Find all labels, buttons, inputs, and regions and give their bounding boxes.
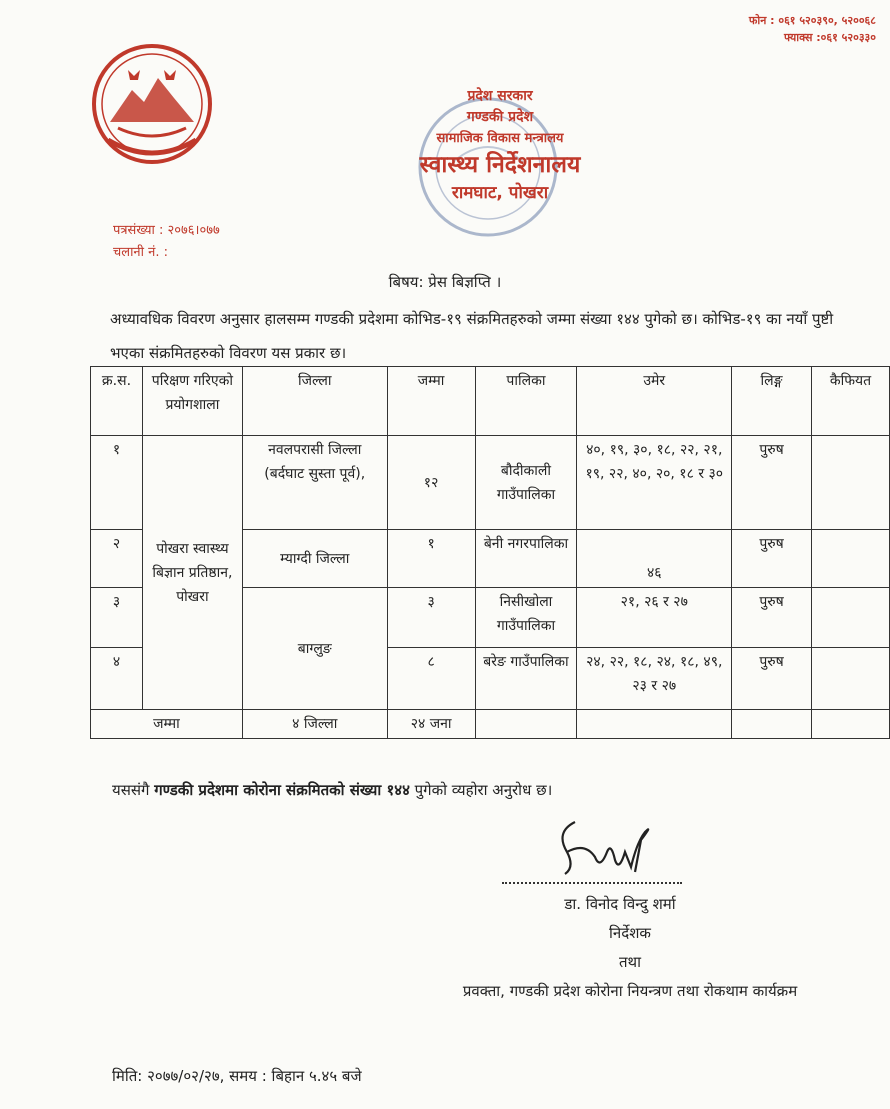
cell-total: ८ — [387, 648, 475, 710]
letterhead — [360, 86, 640, 205]
intro-paragraph: अध्यावधिक विवरण अनुसार हालसम्म गण्डकी प्रदेशमा कोभिड-१९ संक्रमितहरुको जम्मा संख्या १४४ पुगेको छ। कोभिड-१९ का नयाँ पुष्टी भएका संक्रमितहरुको विवरण यस प्रकार छ। — [110, 310, 834, 362]
cell-sn: १ — [91, 436, 143, 530]
signatory-name: डा. विनोद विन्दु शर्मा — [564, 895, 676, 913]
cell-palika: निसीखोला गाउँपालिका — [475, 588, 577, 648]
closing-highlight: गण्डकी प्रदेशमा कोरोना संक्रमितको संख्या १४४ — [154, 781, 410, 799]
letterhead-directorate: स्वास्थ्य निर्देशनालय — [419, 152, 581, 178]
header-district: जिल्ला — [242, 367, 387, 436]
table-header-row — [91, 367, 890, 436]
cell-palika: बरेङ गाउँपालिका — [475, 648, 577, 710]
nepal-emblem-icon — [88, 40, 216, 168]
date-time: मिति: २०७७/०२/२७, समय : बिहान ५.४५ बजे — [112, 1067, 362, 1085]
table-footer-row — [91, 710, 890, 739]
footer-districts: ४ जिल्ला — [242, 710, 387, 739]
footer-total: २४ जना — [387, 710, 475, 739]
signatory-role: प्रवक्ता, गण्डकी प्रदेश कोरोना नियन्त्रण तथा रोकथाम कार्यक्रम — [462, 982, 798, 1000]
cell-remarks — [811, 436, 889, 530]
letterhead-province: गण्डकी प्रदेश — [466, 109, 534, 125]
letterhead-ministry: सामाजिक विकास मन्त्रालय — [436, 131, 564, 146]
cell-remarks — [811, 588, 889, 648]
fax-number: फ्याक्स :०६१ ५२०३३० — [783, 31, 876, 44]
cases-table — [90, 366, 890, 739]
header-palika: पालिका — [475, 367, 577, 436]
letter-number: पत्रसंख्या : २०७६।०७७ — [113, 223, 220, 238]
signatory-title: निर्देशक — [609, 924, 651, 942]
header-lab: परिक्षण गरिएको प्रयोगशाला — [142, 367, 242, 436]
signature-line — [502, 882, 682, 884]
signatory-and: तथा — [618, 953, 642, 971]
footer-label: जम्मा — [91, 710, 243, 739]
cell-sn: ४ — [91, 648, 143, 710]
cell-total: १२ — [387, 436, 475, 530]
closing-sentence: यससंगै गण्डकी प्रदेशमा कोरोना संक्रमितको संख्या १४४ पुगेको व्यहोरा अनुरोध छ। — [112, 781, 553, 799]
dispatch-number: चलानी नं. : — [113, 245, 169, 260]
cell-total: १ — [387, 530, 475, 588]
cell-age: २४, २२, १८, २४, १८, ४९, २३ र २७ — [577, 648, 732, 710]
header-remarks: कैफियत — [811, 367, 889, 436]
cell-district: बाग्लुङ — [242, 588, 387, 710]
cell-district: म्याग्दी जिल्ला — [242, 530, 387, 588]
cell-sn: ३ — [91, 588, 143, 648]
cell-remarks — [811, 530, 889, 588]
cell-gender: पुरुष — [732, 588, 812, 648]
phone-number: फोन : ०६१ ५२०३९०, ५२००६८ — [748, 14, 876, 27]
letterhead-address: रामघाट, पोखरा — [451, 183, 549, 203]
subject-line: बिषय: प्रेस बिज्ञप्ति । — [388, 273, 502, 291]
cell-gender: पुरुष — [732, 530, 812, 588]
letterhead-government: प्रदेश सरकार — [467, 88, 533, 104]
signature-icon — [545, 812, 665, 882]
signatory-block — [380, 890, 880, 1006]
cell-gender: पुरुष — [732, 648, 812, 710]
header-age: उमेर — [577, 367, 732, 436]
header-sn: क्र.स. — [91, 367, 143, 436]
table-row — [91, 436, 890, 530]
cell-palika: बौदीकाली गाउँपालिका — [475, 436, 577, 530]
header-gender: लिङ्ग — [732, 367, 812, 436]
cell-age: ४६ — [577, 530, 732, 588]
contact-block — [749, 12, 876, 46]
cell-gender: पुरुष — [732, 436, 812, 530]
header-total: जम्मा — [387, 367, 475, 436]
reference-block — [113, 220, 220, 264]
cell-lab: पोखरा स्वास्थ्य बिज्ञान प्रतिष्ठान, पोखरा — [142, 436, 242, 710]
cell-age: ४०, १९, ३०, १८, २२, २१, १९, २२, ४०, २०, १८ र ३० — [577, 436, 732, 530]
cell-total: ३ — [387, 588, 475, 648]
cell-sn: २ — [91, 530, 143, 588]
cell-district: नवलपरासी जिल्ला (बर्दघाट सुस्ता पूर्व), — [242, 436, 387, 530]
cell-age: २१, २६ र २७ — [577, 588, 732, 648]
cell-remarks — [811, 648, 889, 710]
cell-palika: बेनी नगरपालिका — [475, 530, 577, 588]
